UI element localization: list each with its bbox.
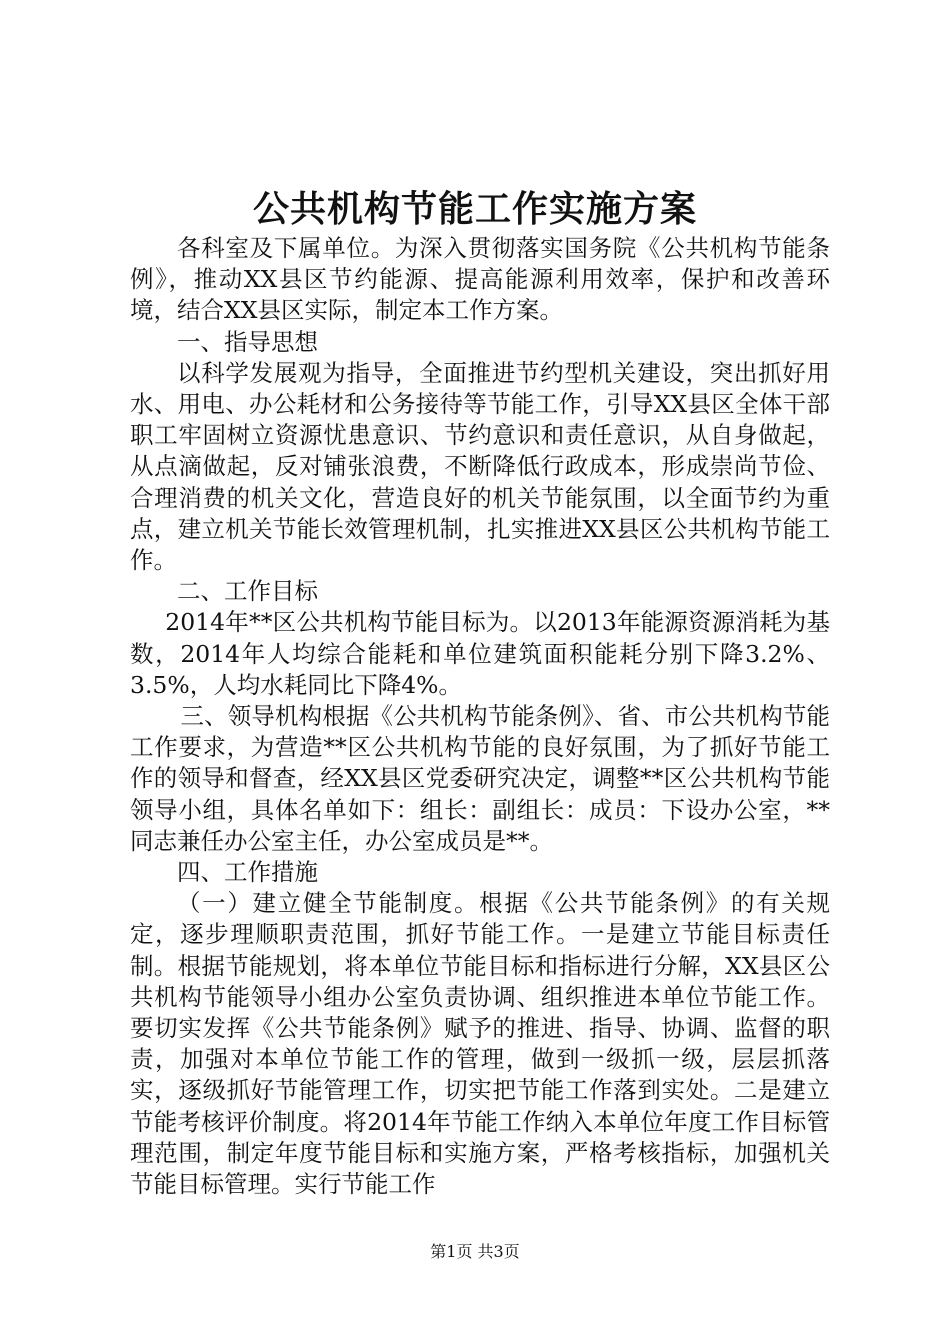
paragraph-work-goals: 2014年**区公共机构节能目标为。以2013年能源资源消耗为基数，2014年人均综合能耗和单位建筑面积能耗分别下降3.2%、3.5%，人均水耗同比下降4%。	[130, 608, 830, 699]
paragraph-intro: 各科室及下属单位。为深入贯彻落实国务院《公共机构节能条例》，推动XX县区节约能源、提高能源利用效率，保护和改善环境，结合XX县区实际，制定本工作方案。	[130, 234, 830, 325]
document-title: 公共机构节能工作实施方案	[252, 188, 697, 230]
paragraph-guiding-ideology: 以科学发展观为指导，全面推进节约型机关建设，突出抓好用水、用电、办公耗材和公务接待等节能工作，引导XX县区全体干部职工牢固树立资源忧患意识、节约意识和责任意识，从自身做起，从点滴做起，反对铺张浪费，不断降低行政成本，形成崇尚节俭、合理消费的机关文化，营造良好的机关节能氛围，以全面节约为重点，建立机关节能长效管理机制，扎实推进XX县区公共机构节能工作。	[130, 358, 830, 575]
heading-work-measures: 四、工作措施	[177, 858, 318, 887]
heading-guiding-ideology: 一、指导思想	[177, 327, 318, 356]
paragraph-leadership: 三、领导机构根据《公共机构节能条例》、省、市公共机构节能工作要求，为营造**区公共机构节能的良好氛围，为了抓好节能工作的领导和督查，经XX县区党委研究决定，调整**区公共机构节能领导小组，具体名单如下：组长：副组长：成员：下设办公室，**同志兼任办公室主任，办公室成员是**。	[130, 702, 830, 855]
heading-work-goals: 二、工作目标	[177, 577, 318, 606]
page-number: 第1页 共3页	[430, 1242, 520, 1261]
document-body	[130, 233, 830, 1200]
paragraph-work-measures: （一）建立健全节能制度。根据《公共节能条例》的有关规定，逐步理顺职责范围，抓好节能工作。一是建立节能目标责任制。根据节能规划，将本单位节能目标和指标进行分解，XX县区公共机构节能领导小组办公室负责协调、组织推进本单位节能工作。要切实发挥《公共节能条例》赋予的推进、指导、协调、监督的职责，加强对本单位节能工作的管理，做到一级抓一级，层层抓落实，逐级抓好节能管理工作，切实把节能工作落到实处。二是建立节能考核评价制度。将2014年节能工作纳入本单位年度工作目标管理范围，制定年度节能目标和实施方案，严格考核指标，加强机关节能目标管理。实行节能工作	[130, 889, 830, 1199]
